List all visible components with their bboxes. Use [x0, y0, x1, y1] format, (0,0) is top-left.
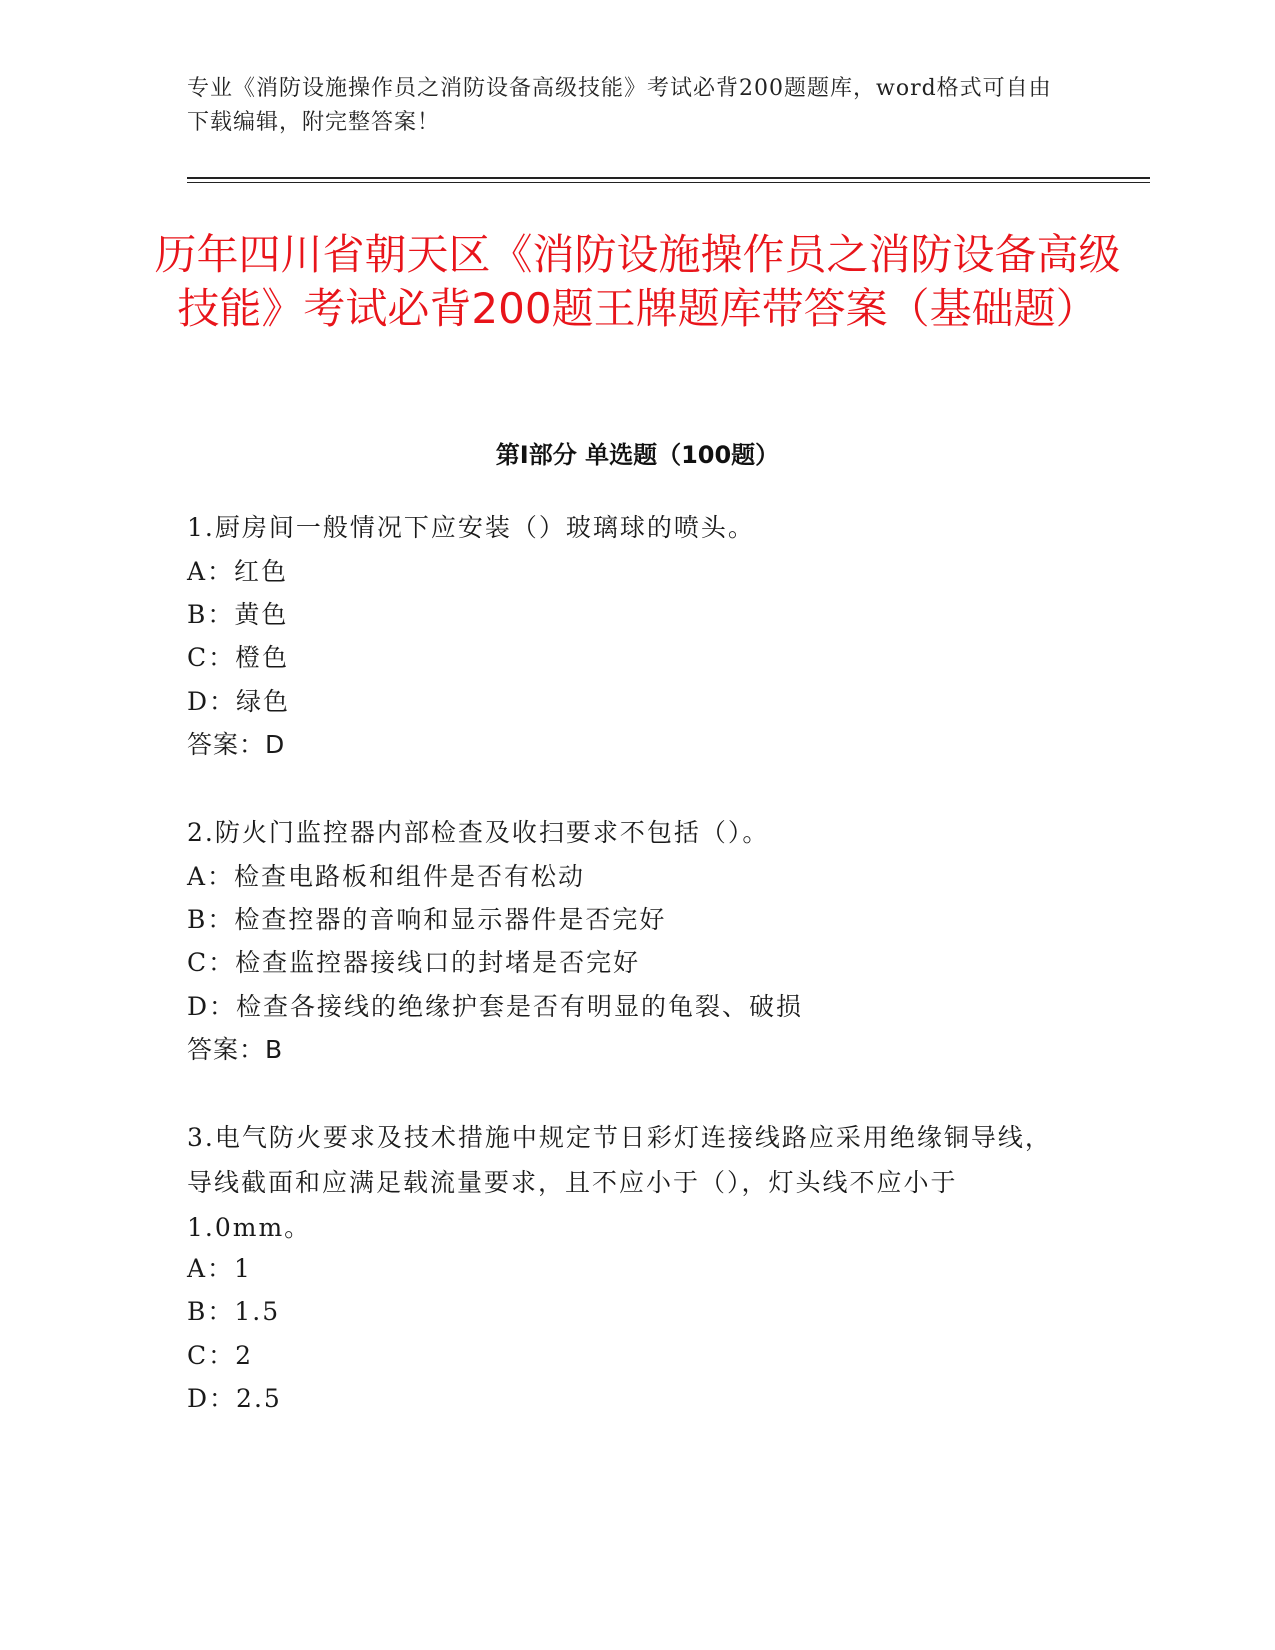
- section-title: 第Ⅰ部分 单选题（100题）: [495, 441, 780, 469]
- question-1-option-d: D：绿色: [187, 687, 291, 716]
- header-divider-thin: [187, 182, 1150, 183]
- document-title: 历年四川省朝天区《消防设施操作员之消防设备高级技能》考试必背200题王牌题库带答案（基础题）: [154, 230, 1121, 333]
- question-2-option-c: C：检查监控器接线口的封堵是否完好: [187, 948, 641, 977]
- question-1-answer: 答案：D: [187, 730, 286, 759]
- question-3-text: 3.电气防火要求及技术措施中规定节日彩灯连接线路应采用绝缘铜导线，导线截面和应满足载流量要求，且不应小于（），灯头线不应小于1.0mm。: [187, 1123, 1052, 1242]
- question-3-option-c: C：2: [187, 1341, 254, 1370]
- question-2-option-a: A：检查电路板和组件是否有松动: [187, 862, 586, 891]
- question-2-text: 2.防火门监控器内部检查及收扫要求不包括（）。: [187, 818, 770, 847]
- question-2-answer: 答案：B: [187, 1035, 284, 1064]
- question-1-text: 1.厨房间一般情况下应安装（）玻璃球的喷头。: [187, 513, 755, 542]
- question-2-option-b: B：检查控器的音响和显示器件是否完好: [187, 905, 667, 934]
- question-1-option-b: B：黄色: [187, 600, 289, 629]
- question-3-option-b: B：1.5: [187, 1297, 281, 1326]
- question-3-option-d: D：2.5: [187, 1384, 282, 1413]
- header-note: 专业《消防设施操作员之消防设备高级技能》考试必背200题题库，word格式可自由下载编辑，附完整答案！: [187, 76, 1052, 135]
- question-2-option-d: D：检查各接线的绝缘护套是否有明显的龟裂、破损: [187, 992, 804, 1021]
- question-1-option-c: C：橙色: [187, 643, 290, 672]
- question-1-option-a: A：红色: [187, 557, 289, 586]
- question-3-option-a: A：1: [187, 1254, 252, 1283]
- header-divider-thick: [187, 177, 1150, 179]
